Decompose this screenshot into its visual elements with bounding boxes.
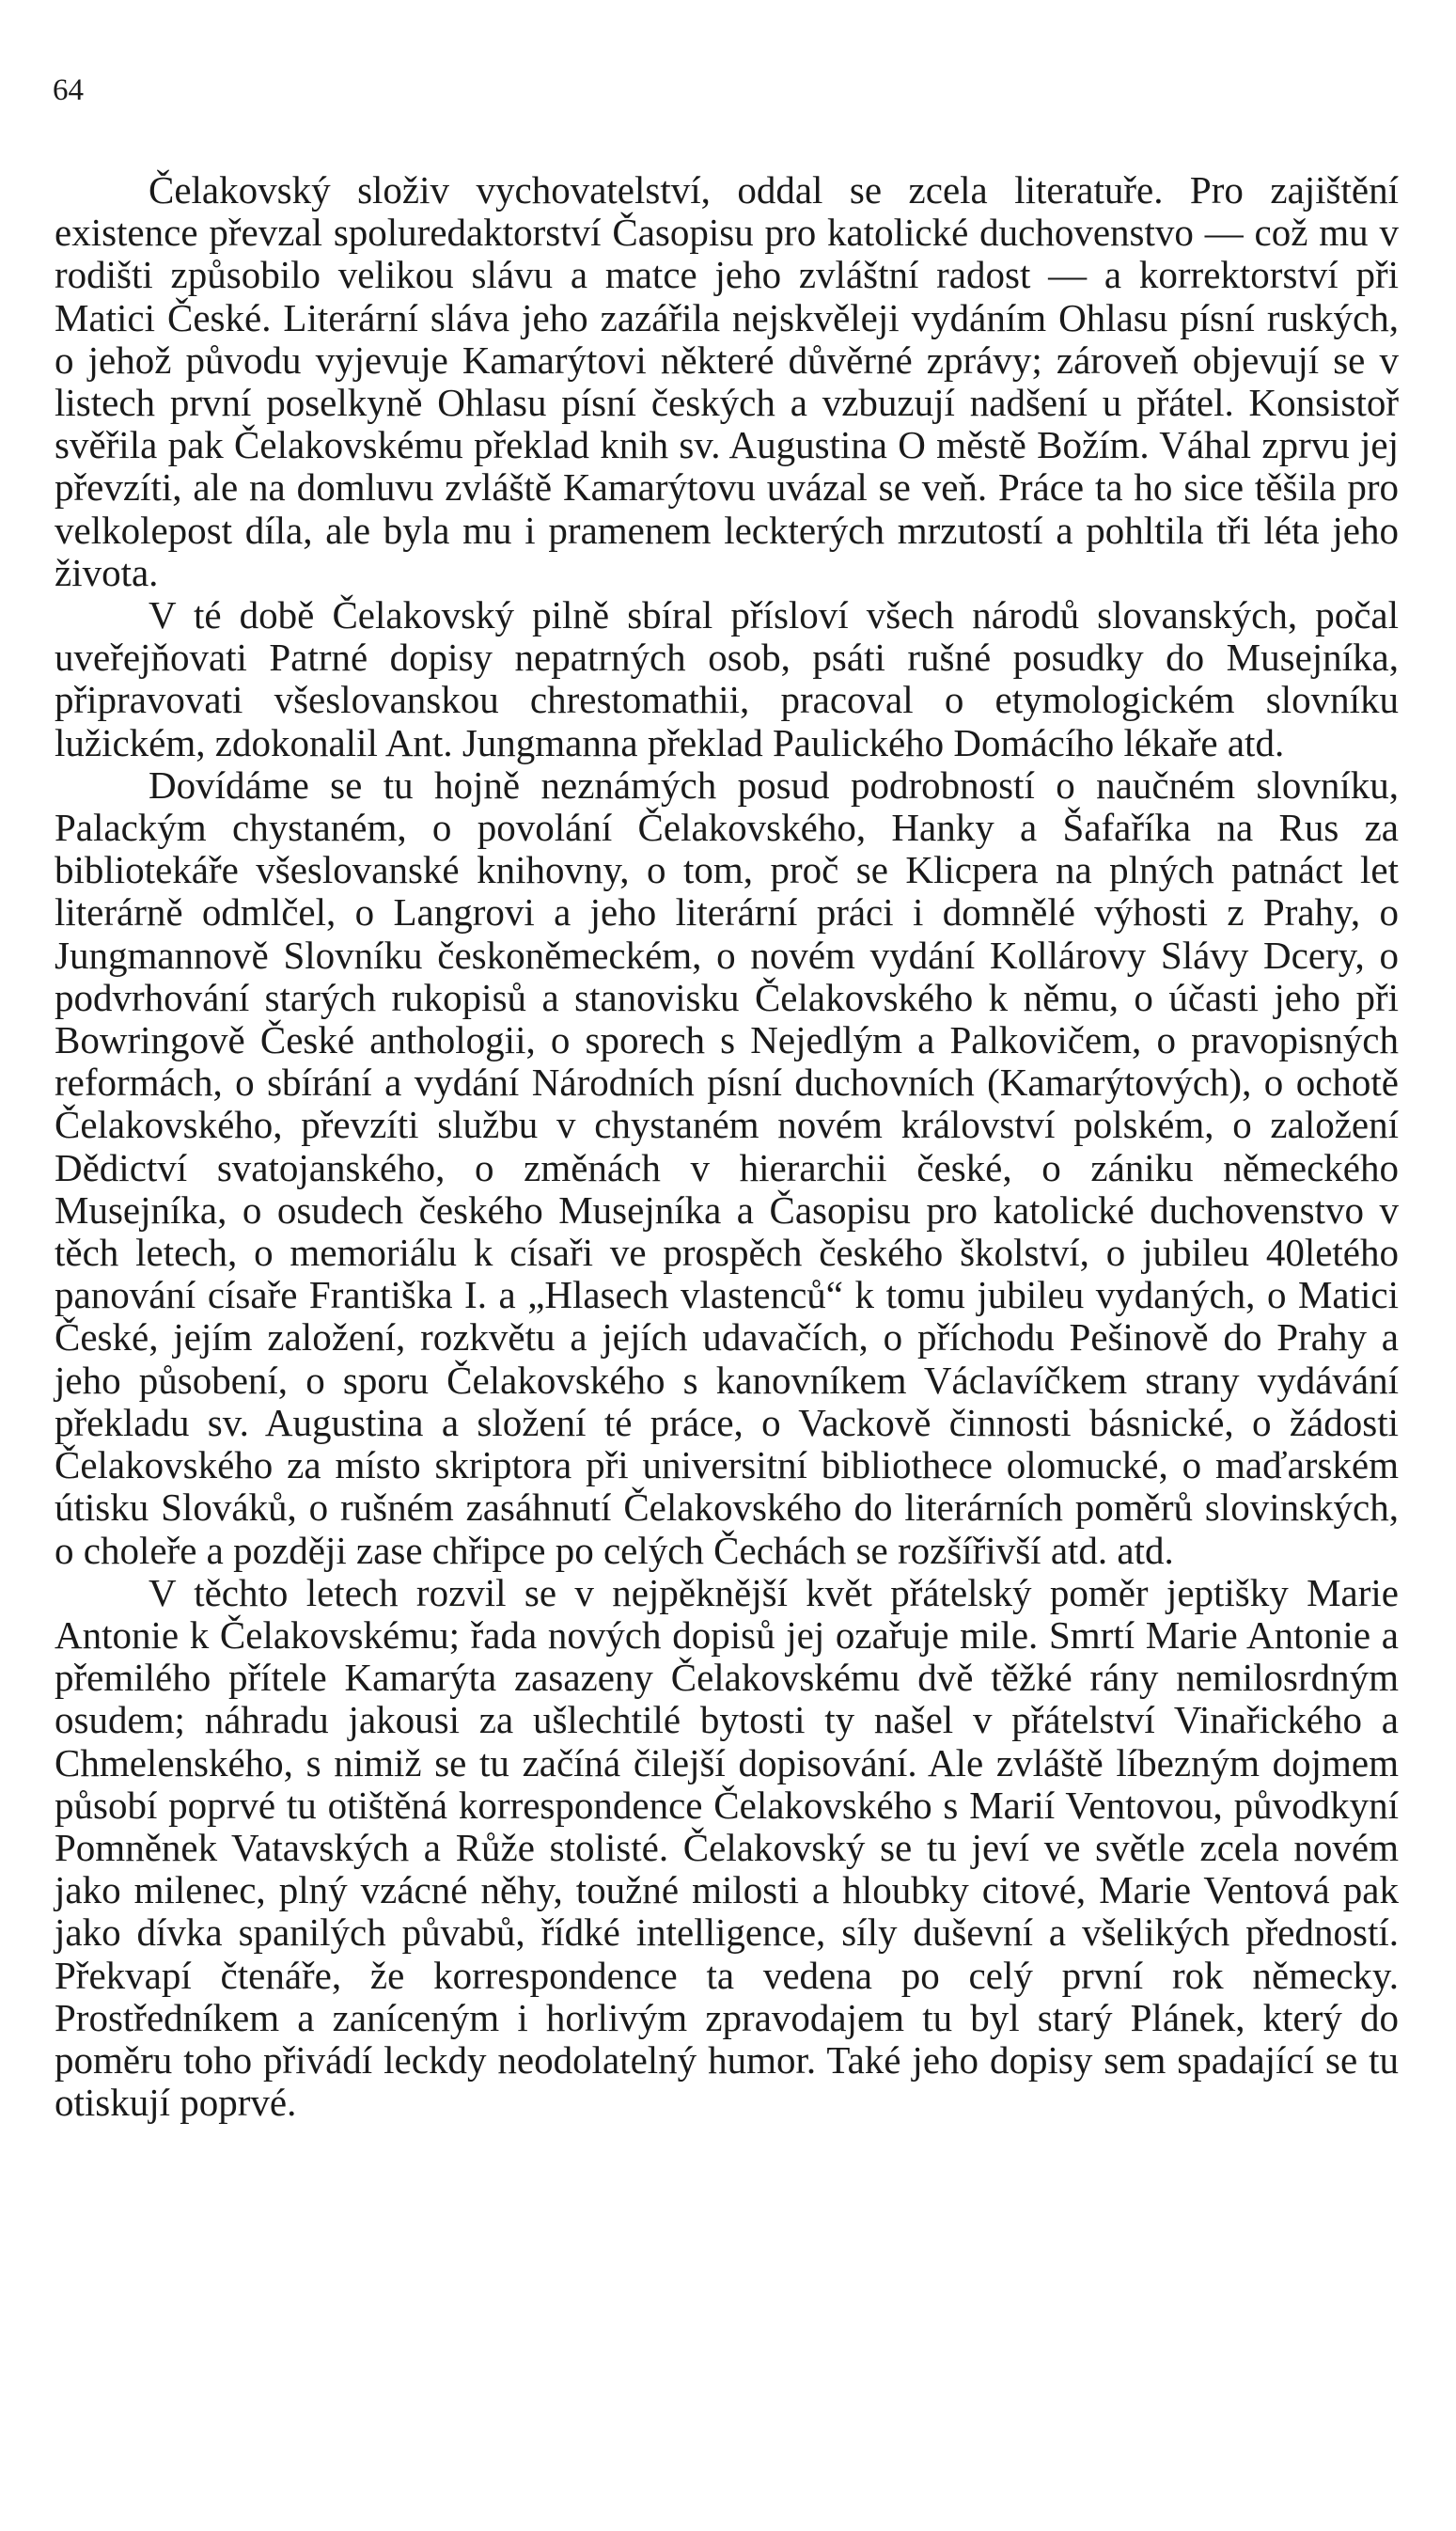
paragraph-3: Dovídáme se tu hojně neznámých posud podrobností o naučném slovníku, Palackým chystaném, o povolání Čelakovského, Hanky a Šafaříka na Rus za bibliotekáře všeslovanské knihovny, o tom, proč se Klicpera na plných patnáct let literárně odmlčel, o Langrovi a jeho literární práci i domnělé výhosti z Prahy, o Jungmannově Slovníku českoněmeckém, o novém vydání Kollárovy Slávy Dcery, o podvrhování starých rukopisů a stanovisku Čelakovského k němu, o účasti jeho při Bowringově České anthologii, o sporech s Nejedlým a Palkovičem, o pravopisných reformách, o sbírání a vydání Národních písní duchovních (Kamarýtových), o ochotě Čelakovského, převzíti službu v chystaném novém království polském, o založení Dědictví svatojanského, o změnách v hierarchii české, o zániku německého Musejníka, o osudech českého Musejníka a Časopisu pro katolické duchovenstvo v těch letech, o memoriálu k císaři ve prospěch českého školství, o jubileu 40letého panování císaře Františka I. a „Hlasech vlastenců“ k tomu jubileu vydaných, o Matici České, jejím založení, rozkvětu a jejích udavačích, o příchodu Pešinově do Prahy a jeho působení, o sporu Čelakovského s kanovníkem Václavíčkem strany vydávání překladu sv. Augustina a složení té práce, o Vackově činnosti básnické, o žádosti Čelakovského za místo skriptora při universitní bibliothece olomucké, o maďarském útisku Slováků, o rušném zasáhnutí Čelakovského do literárních poměrů slovinských, o choleře a později zase chřipce po celých Čechách se rozšířivší atd. atd. — [55, 762, 1399, 1572]
page-body-text — [55, 169, 1399, 2124]
paragraph-2: V té době Čelakovský pilně sbíral přísloví všech národů slovanských, počal uveřejňovati Patrné dopisy nepatrných osob, psáti rušné posudky do Musejníka, připravovati všeslovanskou chrestomathii, pracoval o etymologickém slovníku lužickém, zdokonalil Ant. Jungmanna překlad Paulického Domácího lékaře atd. — [55, 593, 1399, 764]
paragraph-4: V těchto letech rozvil se v nejpěknější květ přátelský poměr jeptišky Marie Antonie k Čelakovskému; řada nových dopisů jej ozařuje mile. Smrtí Marie Antonie a přemilého přítele Kamarýta zasazeny Čelakovskému dvě těžké rány nemilosrdným osudem; náhradu jakousi za ušlechtilé bytosti ty našel v přátelství Vinařického a Chmelenského, s nimiž se tu začíná čilejší dopisování. Ale zvláště líbezným dojmem působí poprvé tu otištěná korrespondence Čelakovského s Marií Ventovou, původkyní Pomněnek Vatavských a Růže stolisté. Čelakovský se tu jeví ve světle zcela novém jako milenec, plný vzácné něhy, toužné milosti a hloubky citové, Marie Ventová pak jako dívka spanilých půvabů, řídké intelligence, síly duševní a všelikých předností. Překvapí čtenáře, že korrespondence ta vedena po celý první rok německy. Prostředníkem a zaníceným i horlivým zpravodajem tu byl starý Plánek, který do poměru toho přivádí leckdy neodolatelný humor. Také jeho dopisy sem spadající se tu otiskují poprvé. — [55, 1570, 1399, 2125]
paragraph-1: Čelakovský složiv vychovatelství, oddal se zcela literatuře. Pro zajištění existence převzal spoluredaktorství Časopisu pro katolické duchovenstvo — což mu v rodišti způsobilo velikou slávu a matce jeho zvláštní radost — a korrektorství při Matici České. Literární sláva jeho zazářila nejskvěleji vydáním Ohlasu písní ruských, o jehož původu vyjevuje Kamarýtovi některé důvěrné zprávy; zároveň objevují se v listech první poselkyně Ohlasu písní českých a vzbuzují nadšení u přátel. Konsistoř svěřila pak Čelakovskému překlad knih sv. Augustina O městě Božím. Váhal zprvu jej převzíti, ale na domluvu zvláště Kamarýtovu uvázal se veň. Práce ta ho sice těšila pro velkolepost díla, ale byla mu i pramenem leckterých mrzutostí a pohltila tři léta jeho života. — [55, 168, 1399, 594]
page-number: 64 — [53, 73, 84, 107]
